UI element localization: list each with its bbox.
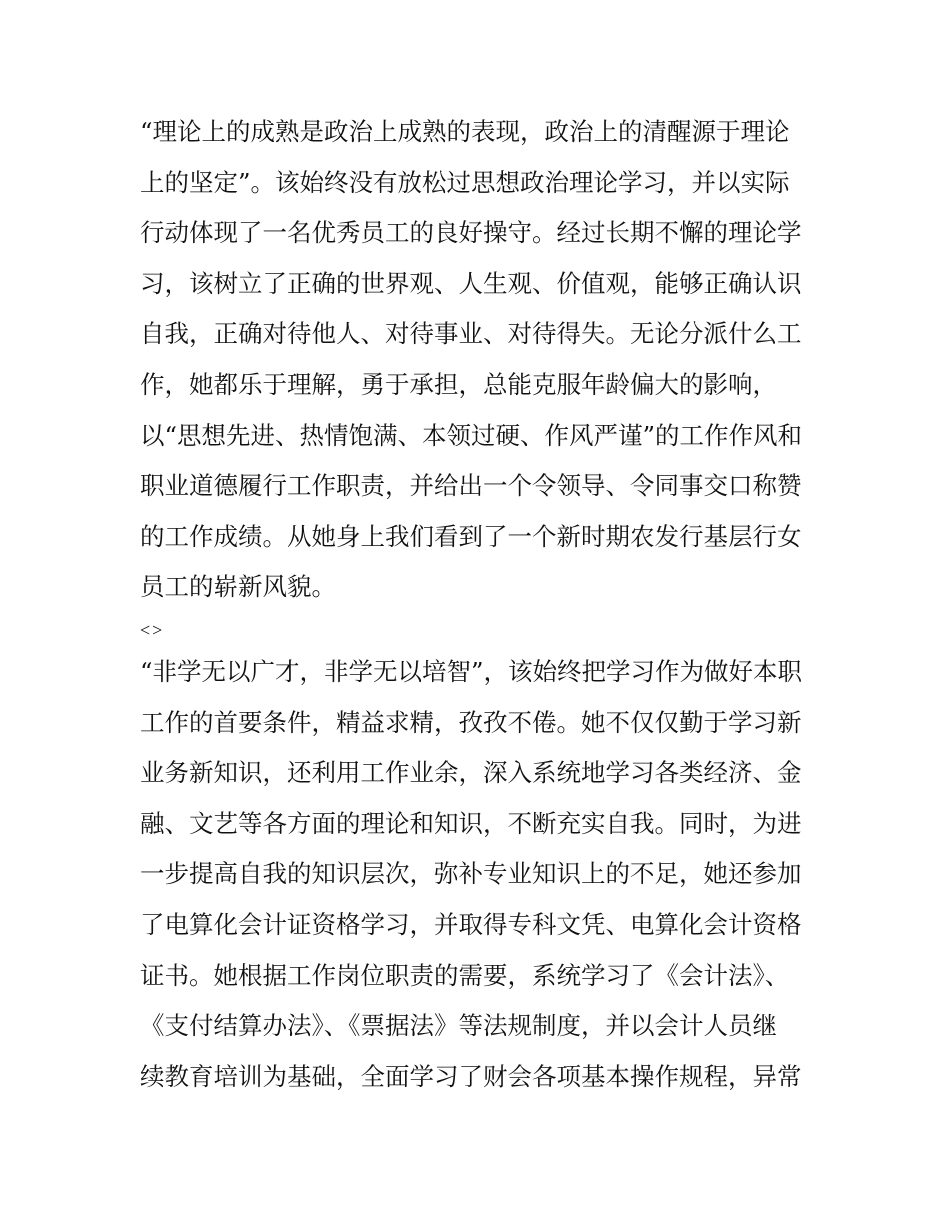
paragraph-line: 的工作成绩。从她身上我们看到了一个新时期农发行基层行女: [140, 521, 802, 551]
section-separator: <>: [140, 619, 165, 640]
paragraph-line: 了电算化会计证资格学习，并取得专科文凭、电算化会计资格: [140, 909, 802, 939]
paragraph-line: 一步提高自我的知识层次，弥补专业知识上的不足，她还参加: [140, 859, 802, 889]
paragraph-line: 融、文艺等各方面的理论和知识，不断充实自我。同时，为进: [140, 808, 802, 838]
paragraph-theory-study: [140, 107, 820, 613]
paragraph-line: “理论上的成熟是政治上成熟的表现，政治上的清醒源于理论: [140, 117, 790, 146]
paragraph-line: 以“思想先进、热情饱满、本领过硬、作风严谨”的工作作风和: [140, 420, 803, 450]
paragraph-line: 续教育培训为基础，全面学习了财会各项基本操作规程，异常: [140, 1061, 802, 1091]
paragraph-line: 作，她都乐于理解，勇于承担，总能克服年龄偏大的影响，: [140, 369, 777, 399]
paragraph-line: 工作的首要条件，精益求精，孜孜不倦。她不仅仅勤于学习新: [140, 707, 802, 737]
paragraph-line: 职业道德履行工作职责，并给出一个令领导、令同事交口称赞: [140, 471, 802, 501]
paragraph-line: 上的坚定”。该始终没有放松过思想政治理论学习，并以实际: [140, 167, 790, 197]
paragraph-line: 自我，正确对待他人、对待事业、对待得失。无论分派什么工: [140, 319, 802, 349]
paragraph-line: “非学无以广才，非学无以培智”，该始终把学习作为做好本职: [140, 656, 803, 686]
paragraph-line: 行动体现了一名优秀员工的良好操守。经过长期不懈的理论学: [140, 218, 802, 248]
paragraph-line: 业务新知识，还利用工作业余，深入系统地学习各类经济、金: [140, 758, 802, 788]
paragraph-line: 证书。她根据工作岗位职责的需要，系统学习了《会计法》、: [140, 960, 790, 990]
paragraph-line: 习，该树立了正确的世界观、人生观、价值观，能够正确认识: [140, 268, 802, 298]
paragraph-line: 员工的崭新风貌。: [140, 572, 336, 602]
paragraph-continuous-learning: [140, 647, 820, 1102]
document-body: [140, 107, 820, 1102]
paragraph-line: 《支付结算办法》、《票据法》等法规制度，并以会计人员继: [140, 1011, 777, 1041]
